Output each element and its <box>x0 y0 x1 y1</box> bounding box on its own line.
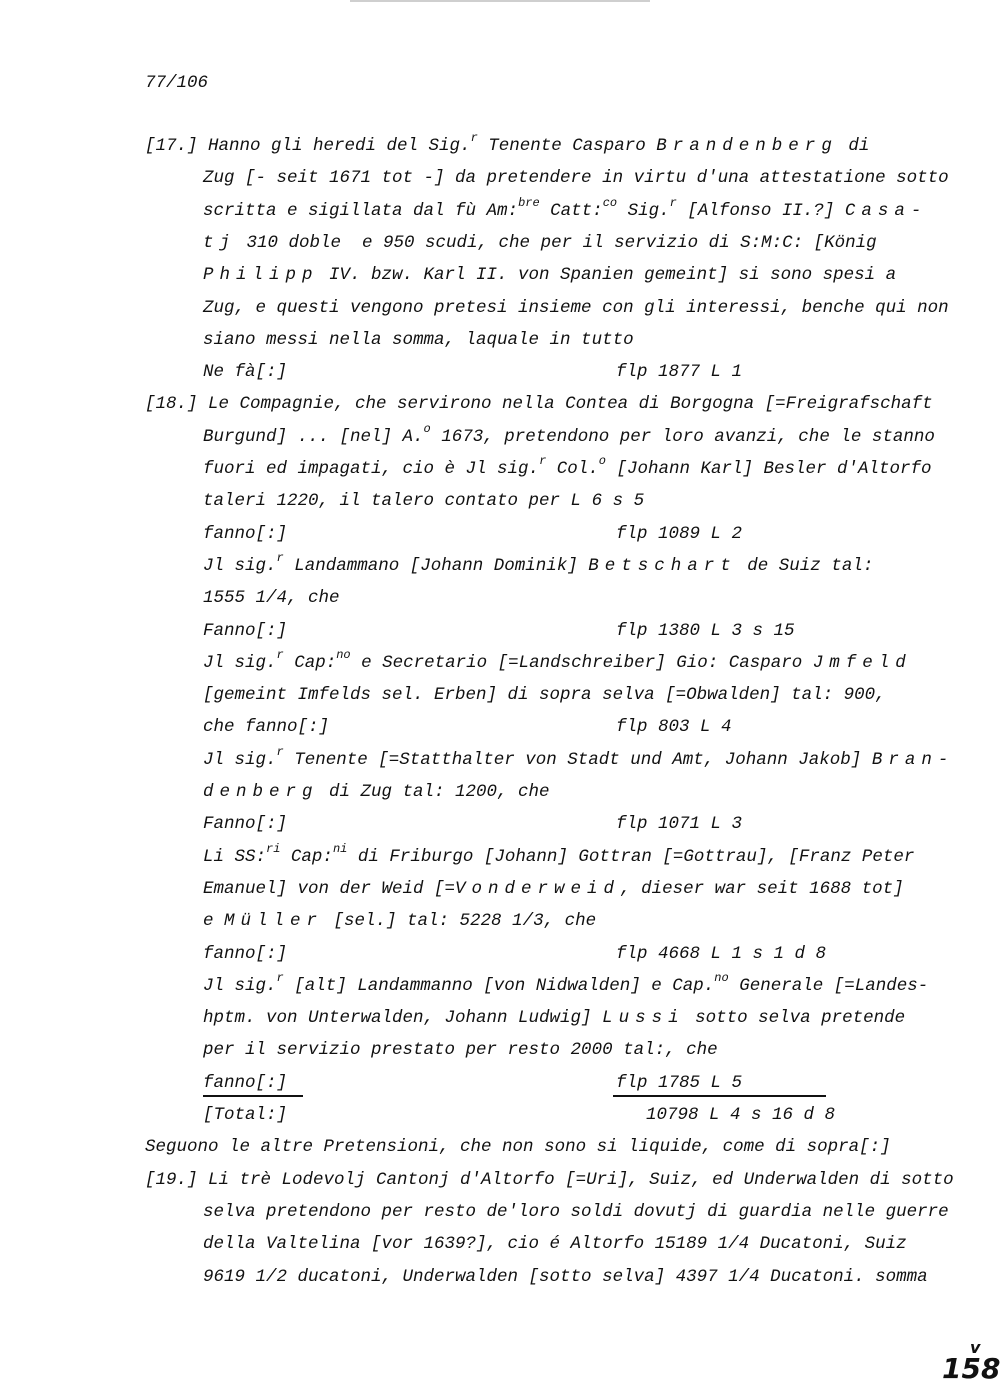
text-line <box>203 744 955 771</box>
text-line <box>203 550 874 577</box>
text-segment: Cap: <box>280 846 333 867</box>
text-line <box>203 1072 743 1094</box>
text-segment: Generale [=Landes- <box>728 975 929 996</box>
text-line <box>203 841 915 868</box>
superscript-abbreviation: r <box>539 454 547 468</box>
superscript-abbreviation: r <box>276 970 284 985</box>
page-check-mark: v <box>970 1338 981 1357</box>
sum-rule-left <box>203 1095 303 1097</box>
text-segment: Li SS: <box>203 846 267 867</box>
text-line <box>203 1007 905 1029</box>
text-segment: taleri 1220, il talero contato per L 6 s 5 <box>203 491 645 512</box>
text-segment: che fanno[:] <box>203 717 330 738</box>
text-segment: 9619 1/2 ducatoni, Underwalden [sotto selva] 4397 1/4 Ducatoni. somma <box>203 1266 928 1287</box>
text-segment: fanno[:] <box>203 943 288 964</box>
text-line <box>203 454 932 480</box>
amount-column: flp 1380 L 3 s 15 <box>616 620 795 641</box>
text-segment: [gemeint Imfelds sel. Erben] di sopra selva [=Obwalden] tal: 900, <box>203 685 886 706</box>
amount-column: flp 1877 L 1 <box>616 362 743 383</box>
text-segment: siano messi nella somma, laquale in tutto <box>203 329 634 350</box>
text-segment: Landammano [Johann Dominik] <box>283 555 589 576</box>
spaced-name: Bran- <box>871 749 955 770</box>
text-line <box>145 393 933 415</box>
text-segment: Jl sig. <box>203 749 277 770</box>
text-segment: Zug, e questi vengono pretesi insieme con gli interessi, benche qui non <box>203 297 949 318</box>
text-segment: Catt: <box>539 200 603 221</box>
text-line <box>203 878 904 900</box>
superscript-abbreviation: ri <box>266 841 281 856</box>
text-segment: Col. <box>546 459 599 479</box>
text-segment: [Alfonso II.?] <box>676 200 845 221</box>
spaced-name: Lussi <box>602 1008 685 1029</box>
text-line <box>203 620 795 642</box>
text-segment: [Total:] <box>203 1105 288 1125</box>
text-line <box>203 970 929 997</box>
text-segment: Cap: <box>283 652 337 673</box>
superscript-abbreviation: bre <box>518 195 540 210</box>
text-segment: Jl sig. <box>203 975 277 996</box>
text-segment: 310 doble e 950 scudi, che per il servizio di S:M:C: [König <box>236 232 877 253</box>
text-line <box>203 647 912 674</box>
text-segment: Fanno[:] <box>203 620 288 641</box>
text-line <box>145 1136 891 1158</box>
text-segment: [alt] Landammanno [von Nidwalden] e Cap. <box>283 975 715 996</box>
text-line <box>203 232 877 254</box>
text-line <box>203 490 644 512</box>
text-segment: Jl sig. <box>203 652 277 673</box>
text-line <box>203 943 827 965</box>
text-line <box>203 1266 928 1288</box>
spaced-name: Jmfeld <box>812 652 912 673</box>
text-segment: [sel.] tal: 5228 1/3, che <box>323 911 597 932</box>
spaced-name: Vonderweid <box>455 878 621 899</box>
text-segment: [17.] Hanno gli heredi del Sig. <box>145 136 471 156</box>
text-segment: e <box>203 911 225 932</box>
superscript-abbreviation: no <box>336 647 351 662</box>
text-segment: di Zug tal: 1200, che <box>318 782 550 802</box>
text-segment: Fanno[:] <box>203 814 288 835</box>
text-segment: di Friburgo [Johann] Gottran [=Gottrau], [Franz Peter <box>347 846 915 867</box>
text-line <box>203 195 928 222</box>
text-line <box>203 813 743 835</box>
text-line <box>145 131 870 157</box>
text-line <box>203 297 949 319</box>
text-line <box>203 264 896 286</box>
page-number: 158 <box>942 1352 1000 1385</box>
text-line <box>203 1233 907 1255</box>
superscript-abbreviation: r <box>470 131 478 145</box>
folio-number: 77/106 <box>145 73 209 93</box>
text-line <box>203 329 634 351</box>
text-segment: fanno[:] <box>203 1072 288 1093</box>
text-line <box>203 523 743 545</box>
text-segment: Jl sig. <box>203 555 277 576</box>
text-segment: Burgund] ... [nel] A. <box>203 426 424 447</box>
text-segment: sotto selva pretende <box>684 1008 906 1029</box>
text-segment: [Johann Karl] Besler d'Altorfo <box>605 459 932 479</box>
superscript-abbreviation: r <box>276 647 284 662</box>
text-segment: , dieser war seit 1688 tot] <box>620 878 904 899</box>
spaced-name: Casa- <box>844 200 928 221</box>
superscript-abbreviation: ni <box>332 841 348 856</box>
spaced-name: Brandenberg <box>656 136 838 156</box>
text-line <box>203 361 743 383</box>
superscript-abbreviation: no <box>714 970 729 985</box>
superscript-abbreviation: r <box>669 195 677 210</box>
amount-column: flp 1071 L 3 <box>616 814 743 835</box>
text-segment: Tenente Casparo <box>477 136 657 156</box>
text-segment: Sig. <box>617 200 670 221</box>
spaced-name: Betschart <box>588 555 737 576</box>
text-segment: per il servizio prestato per resto 2000 tal:, che <box>203 1040 718 1061</box>
text-segment: e Secretario [=Landschreiber] Gio: Casparo <box>350 652 813 673</box>
text-segment: Zug [- seit 1671 tot -] da pretendere in virtu d'una attestatione sotto <box>203 168 949 189</box>
text-line <box>203 1039 718 1061</box>
text-segment: Emanuel] von der Weid [= <box>203 878 456 899</box>
text-line <box>203 587 340 609</box>
amount-column: flp 803 L 4 <box>616 717 732 738</box>
text-segment: de Suiz tal: <box>736 555 874 576</box>
text-segment: della Valtelina [vor 1639?], cio é Altorfo 15189 1/4 Ducatoni, Suiz <box>203 1234 907 1255</box>
spaced-name: Müller <box>224 911 324 932</box>
text-line <box>203 421 935 448</box>
text-line <box>203 684 886 706</box>
spaced-name: tj <box>203 232 237 253</box>
text-line <box>203 716 732 738</box>
text-segment: selva pretendono per resto de'loro soldi dovutj di guardia nelle guerre <box>203 1201 949 1222</box>
text-segment: hptm. von Unterwalden, Johann Ludwig] <box>203 1008 603 1029</box>
text-segment: di <box>837 136 870 156</box>
text-segment: Tenente [=Statthalter von Stadt und Amt, Johann Jakob] <box>283 749 872 770</box>
amount-column: 10798 L 4 s 16 d 8 <box>646 1105 836 1125</box>
text-segment: IV. bzw. Karl II. von Spanien gemeint] si sono spesi a <box>318 265 897 286</box>
text-segment: 1673, pretendono per loro avanzi, che le stanno <box>430 426 935 447</box>
text-line <box>203 781 550 803</box>
amount-column: flp 1785 L 5 <box>616 1072 743 1093</box>
sum-rule-right <box>613 1095 826 1097</box>
text-segment: scritta e sigillata dal fù Am: <box>203 200 519 221</box>
superscript-abbreviation: co <box>602 195 618 210</box>
text-line <box>203 910 596 932</box>
text-line <box>203 1201 949 1223</box>
superscript-abbreviation: r <box>276 744 284 759</box>
text-segment: Seguono le altre Pretensioni, che non sono si liquide, come di sopra[:] <box>145 1137 891 1158</box>
superscript-abbreviation: o <box>423 421 431 436</box>
text-segment: 1555 1/4, che <box>203 588 340 609</box>
text-line <box>203 167 949 189</box>
text-segment: [19.] Li trè Lodevolj Cantonj d'Altorfo [=Uri], Suiz, ed Underwalden di sotto <box>145 1169 954 1190</box>
text-segment: Ne fà[:] <box>203 362 288 383</box>
text-segment: [18.] Le Compagnie, che servirono nella Contea di Borgogna [=Freigrafschaft <box>145 394 933 415</box>
top-edge-mark <box>350 0 650 2</box>
text-segment: fanno[:] <box>203 523 288 544</box>
text-segment: fuori ed impagati, cio è Jl sig. <box>203 459 540 479</box>
text-line <box>145 1169 954 1191</box>
spaced-name: denberg <box>203 782 319 802</box>
superscript-abbreviation: r <box>276 550 284 565</box>
amount-column: flp 1089 L 2 <box>616 523 743 544</box>
amount-column: flp 4668 L 1 s 1 d 8 <box>616 943 827 964</box>
text-line <box>203 1104 836 1126</box>
spaced-name: Philipp <box>203 265 319 286</box>
superscript-abbreviation: o <box>598 454 606 468</box>
